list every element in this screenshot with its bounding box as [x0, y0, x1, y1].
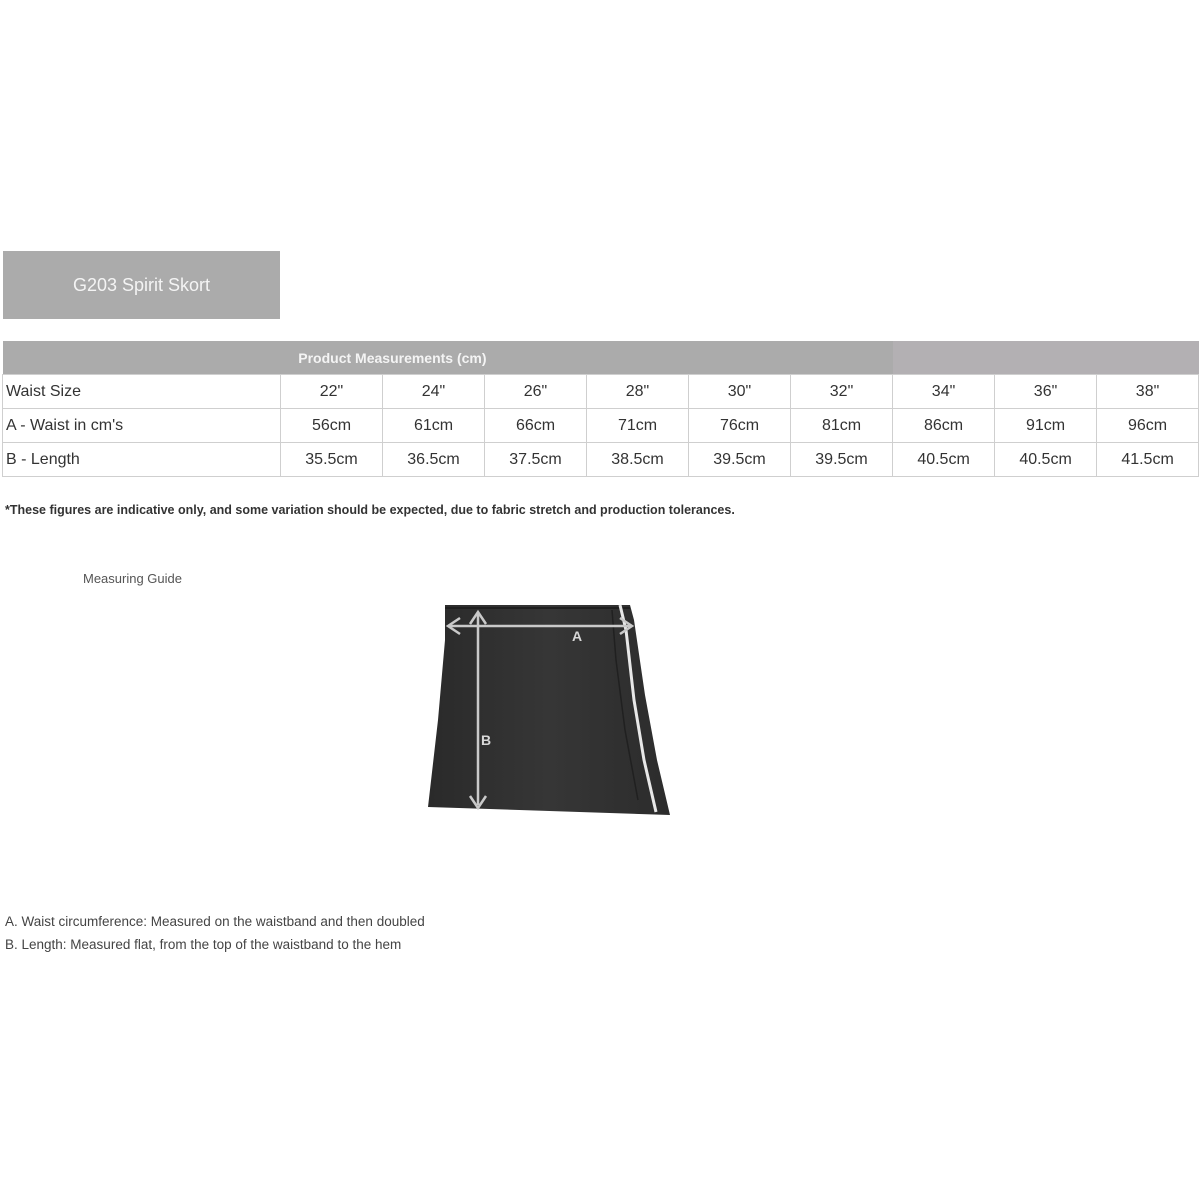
table-cell: 38.5cm [587, 443, 689, 477]
table-cell: 30" [689, 375, 791, 409]
table-cell: 61cm [383, 409, 485, 443]
label-a: A [572, 628, 583, 644]
row-label: Waist Size [3, 375, 281, 409]
table-cell: 34" [893, 375, 995, 409]
table-row [3, 409, 1199, 443]
table-cell: 40.5cm [893, 443, 995, 477]
product-title: G203 Spirit Skort [72, 274, 211, 295]
table-cell: 91cm [995, 409, 1097, 443]
table-cell: 37.5cm [485, 443, 587, 477]
table-row [3, 443, 1199, 477]
table-cell: 28" [587, 375, 689, 409]
table-cell: 39.5cm [689, 443, 791, 477]
table-cell: 71cm [587, 409, 689, 443]
product-title-box [3, 251, 280, 319]
table-cell: 56cm [281, 409, 383, 443]
note-length: B. Length: Measured flat, from the top of the waistband to the hem [5, 937, 402, 952]
table-header-title: Product Measurements (cm) [298, 349, 487, 366]
skort-diagram [420, 600, 680, 825]
table-row [3, 375, 1199, 409]
row-label: A - Waist in cm's [3, 409, 281, 443]
label-b: B [481, 732, 492, 748]
table-cell: 66cm [485, 409, 587, 443]
row-label: B - Length [3, 443, 281, 477]
table-cell: 86cm [893, 409, 995, 443]
table-cell: 32" [791, 375, 893, 409]
table-cell: 76cm [689, 409, 791, 443]
measurements-table [2, 341, 1199, 477]
table-cell: 40.5cm [995, 443, 1097, 477]
table-cell: 36" [995, 375, 1097, 409]
table-cell: 22" [281, 375, 383, 409]
measurement-notes [5, 910, 425, 956]
table-cell: 36.5cm [383, 443, 485, 477]
note-waist: A. Waist circumference: Measured on the waistband and then doubled [5, 914, 425, 929]
table-cell: 96cm [1097, 409, 1199, 443]
table-header-cell [3, 341, 893, 375]
table-cell: 26" [485, 375, 587, 409]
disclaimer-text: *These figures are indicative only, and some variation should be expected, due to fabric stretch and production tolerances. [5, 503, 735, 517]
table-header-tail [893, 341, 1199, 375]
table-cell: 41.5cm [1097, 443, 1199, 477]
table-cell: 24" [383, 375, 485, 409]
measuring-guide-title: Measuring Guide [83, 571, 182, 586]
table-cell: 81cm [791, 409, 893, 443]
table-cell: 38" [1097, 375, 1199, 409]
table-header-row [3, 341, 1199, 375]
table-cell: 39.5cm [791, 443, 893, 477]
table-cell: 35.5cm [281, 443, 383, 477]
skort-body [428, 605, 670, 815]
